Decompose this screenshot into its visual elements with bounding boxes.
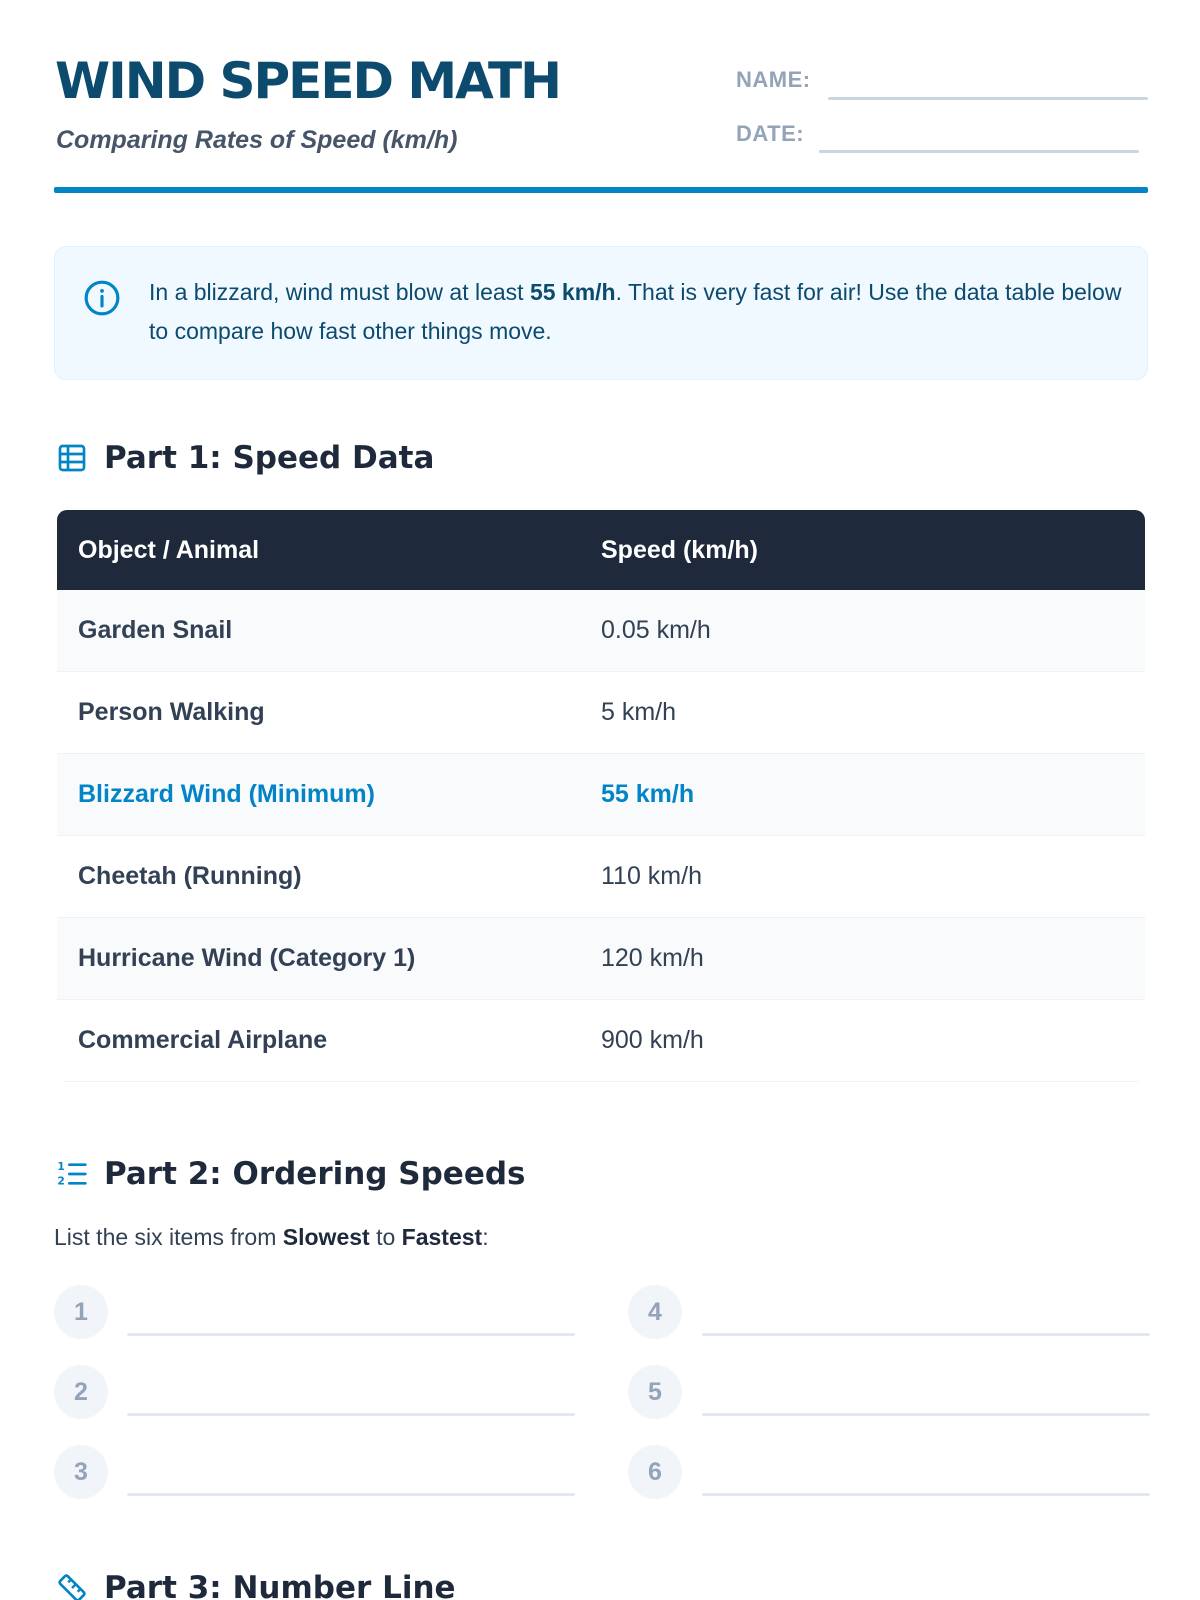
table-cell-speed: 0.05 km/h <box>601 616 711 644</box>
ruler-icon <box>56 1572 88 1600</box>
table-cell-item: Garden Snail <box>78 616 233 644</box>
worksheet-title: WIND SPEED MATH <box>55 52 560 110</box>
table-cell-speed: 900 km/h <box>601 1026 704 1054</box>
answer-line-2[interactable] <box>127 1413 575 1416</box>
table-row <box>57 672 1145 754</box>
name-label: NAME: <box>736 67 811 92</box>
table-cell-speed: 110 km/h <box>601 862 702 890</box>
table-cell-item: Person Walking <box>78 698 265 726</box>
table-header-row <box>57 510 1145 590</box>
worksheet-subtitle: Comparing Rates of Speed (km/h) <box>56 126 458 154</box>
table-body <box>57 590 1145 1082</box>
table-row-highlighted <box>57 754 1145 836</box>
date-field[interactable] <box>819 150 1139 153</box>
part2-instruction: List the six items from Slowest to Fastest: <box>54 1224 489 1250</box>
order-number-2: 2 <box>54 1365 108 1419</box>
column-header-object: Object / Animal <box>78 535 260 564</box>
answer-line-6[interactable] <box>702 1493 1150 1496</box>
table-row <box>57 918 1145 1000</box>
answer-line-1[interactable] <box>127 1333 575 1336</box>
part3-heading: Part 3: Number Line <box>56 1570 456 1600</box>
header-divider <box>54 187 1148 193</box>
part1-heading: Part 1: Speed Data <box>56 440 434 476</box>
answer-line-5[interactable] <box>702 1413 1150 1416</box>
name-field[interactable] <box>828 97 1148 100</box>
table-cell-item: Hurricane Wind (Category 1) <box>78 944 416 972</box>
column-header-speed: Speed (km/h) <box>601 535 758 564</box>
speed-table <box>57 510 1145 1082</box>
svg-text:2: 2 <box>57 1174 65 1188</box>
answer-line-4[interactable] <box>702 1333 1150 1336</box>
svg-text:1: 1 <box>57 1160 65 1173</box>
info-callout <box>54 246 1148 380</box>
order-number-6: 6 <box>628 1445 682 1499</box>
table-cell-item: Commercial Airplane <box>78 1026 328 1054</box>
table-cell-item: Cheetah (Running) <box>78 862 302 890</box>
table-row <box>57 1000 1145 1082</box>
table-row <box>57 836 1145 918</box>
ordered-list-icon <box>56 1158 88 1190</box>
order-number-1: 1 <box>54 1285 108 1339</box>
info-icon <box>83 279 121 317</box>
table-cell-speed: 120 km/h <box>601 944 704 972</box>
order-number-3: 3 <box>54 1445 108 1499</box>
order-number-4: 4 <box>628 1285 682 1339</box>
info-text: In a blizzard, wind must blow at least 55 km/h. That is very fast for air! Use the data table below to compare how fast other things move. <box>149 279 1122 344</box>
answer-line-3[interactable] <box>127 1493 575 1496</box>
date-label: DATE: <box>736 121 805 146</box>
table-cell-speed: 5 km/h <box>601 698 677 726</box>
table-cell-item: Blizzard Wind (Minimum) <box>78 780 375 808</box>
table-icon <box>56 442 88 474</box>
part2-heading: 1 2 Part 2: Ordering Speeds <box>57 1156 526 1192</box>
table-row <box>57 590 1145 672</box>
order-number-5: 5 <box>628 1365 682 1419</box>
table-cell-speed: 55 km/h <box>601 780 695 808</box>
